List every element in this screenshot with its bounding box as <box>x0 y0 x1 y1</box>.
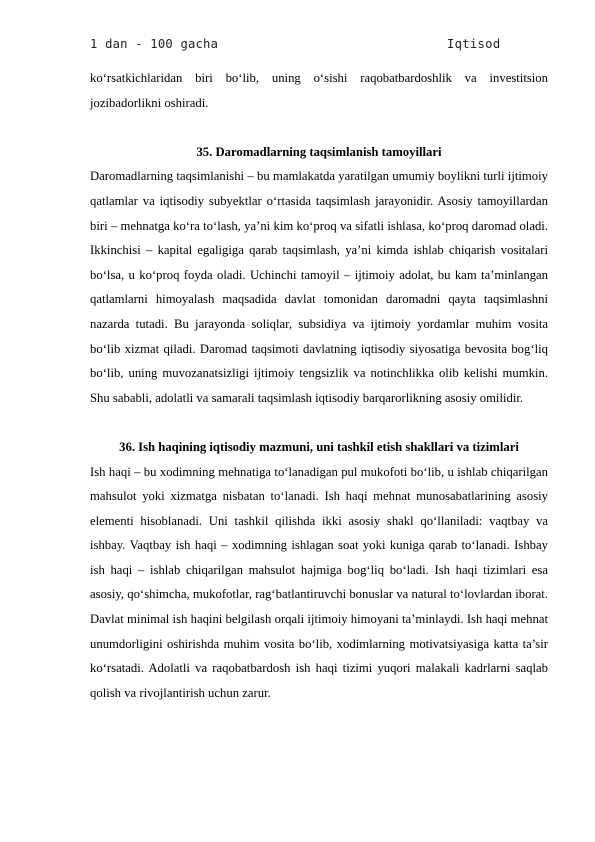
section-36-title: 36. Ish haqining iqtisodiy mazmuni, uni tashkil etish shakllari va tizimlari <box>119 439 519 454</box>
section-35-title: 35. Daromadlarning taqsimlanish tamoyillari <box>196 144 442 159</box>
spacer <box>90 115 548 140</box>
section-35-body: Daromadlarning taqsimlanishi – bu mamlakatda yaratilgan umumiy boylikni turli ijtimoiy qatlamlar va iqtisodiy subyektlar o‘rtasida taqsimlash jarayonidir. Asosiy tamoyillardan biri – mehnatga ko‘ra to‘lash, ya’ni kim ko‘proq va sifatli ishlasa, ko‘proq daromad oladi. Ikkinchisi – kapital egaligiga qarab taqsimlash, ya’ni kimda ishlab chiqarish vositalari bo‘lsa, u ko‘proq foyda oladi. Uchinchi tamoyil – ijtimoiy adolat, bu kam ta’minlangan qatlamlarni himoyalash maqsadida davlat tomonidan daromadni qayta taqsimlashni nazarda tutadi. Bu jarayonda soliqlar, subsidiya va ijtimoiy yordamlar muhim vosita bo‘lib xizmat qiladi. Daromad taqsimoti davlatning iqtisodiy siyosatiga bevosita bog‘liq bo‘lib, uning muvozanatsizligi ijtimoiy tengsizlik va notinchlikka olib kelishi mumkin. Shu sababli, adolatli va samarali taqsimlash iqtisodiy barqarorlikning asosiy omilidir. <box>90 169 548 405</box>
document-body <box>90 66 548 705</box>
header-range: 1 dan - 100 gacha <box>90 37 219 51</box>
header-subject: Iqtisod <box>447 37 501 51</box>
intro-paragraph: ko‘rsatkichlaridan biri bo‘lib, uning o‘sishi raqobatbardoshlik va investitsion jozibadorlikni oshiradi. <box>90 71 548 110</box>
spacer <box>90 410 548 435</box>
section-36-body: Ish haqi – bu xodimning mehnatiga to‘lanadigan pul mukofoti bo‘lib, u ishlab chiqarilgan mahsulot yoki xizmatga nisbatan to‘lanadi. Ish haqi mehnat munosabatlarining asosiy elementi hisoblanadi. Uni tashkil qilishda ikki asosiy shakl qo‘llaniladi: vaqtbay va ishbay. Vaqtbay ish haqi – xodimning ishlagan soat yoki kuniga qarab to‘lanadi. Ishbay ish haqi – ishlab chiqarilgan mahsulot hajmiga bog‘liq bo‘ladi. Ish haqi tizimlari esa asosiy, qo‘shimcha, mukofotlar, rag‘batlantiruvchi bonuslar va natural to‘lovlardan iborat. Davlat minimal ish haqini belgilash orqali ijtimoiy himoyani ta’minlaydi. Ish haqi mehnat unumdorligini oshirishda muhim vosita bo‘lib, xodimlarning motivatsiyasiga katta ta’sir ko‘rsatadi. Adolatli va raqobatbardosh ish haqi tizimi yuqori malakali kadrlarni saqlab qolish va rivojlantirish uchun zarur. <box>90 464 548 700</box>
page-header <box>90 37 510 57</box>
